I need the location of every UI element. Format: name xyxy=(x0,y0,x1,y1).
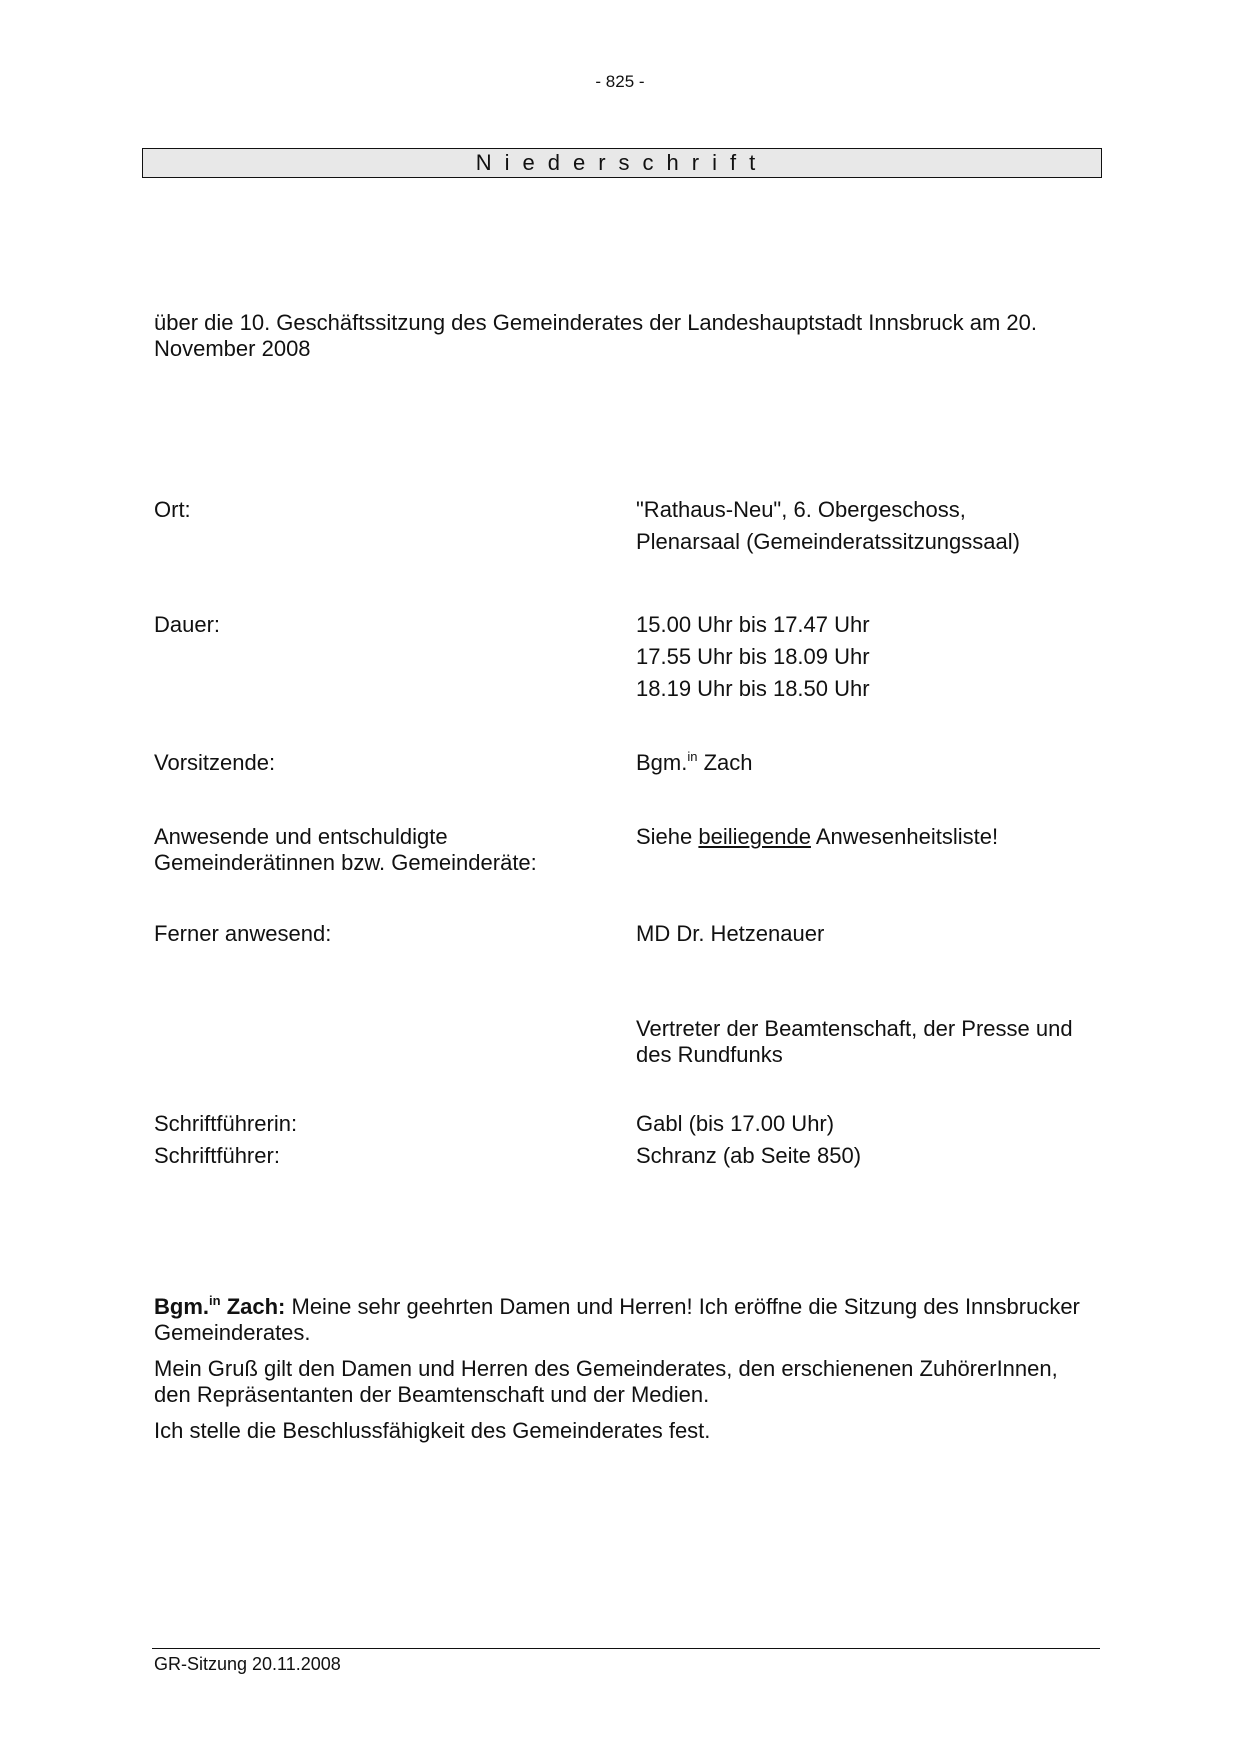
document-title: Niederschrift xyxy=(142,148,1102,178)
schriftfuehrerin-label: Schriftführerin: xyxy=(154,1111,298,1136)
anwesende-value xyxy=(636,821,1106,853)
speaker-title: Bgm. xyxy=(154,1294,209,1319)
ferner-label: Ferner anwesend: xyxy=(154,921,332,946)
anwesende-suffix: Anwesenheitsliste! xyxy=(815,824,999,849)
vorsitzende-value xyxy=(636,747,1106,779)
ferner-extra: Vertreter der Beamtenschaft, der Presse und des Rundfunks xyxy=(636,1016,1073,1067)
speech-paragraph-3: Ich stelle die Beschlussfähigkeit des Gemeinderates fest. xyxy=(154,1418,711,1443)
vorsitzende-title: Bgm. xyxy=(636,750,688,775)
schriftfuehrer-value: Schranz (ab Seite 850) xyxy=(636,1143,862,1168)
schriftfuehrer-label: Schriftführer: xyxy=(154,1143,280,1168)
footer-divider xyxy=(152,1648,1100,1649)
anwesende-prefix: Siehe xyxy=(636,824,693,849)
ort-label: Ort: xyxy=(154,497,191,522)
vorsitzende-label: Vorsitzende: xyxy=(154,750,276,775)
footer-text: GR-Sitzung 20.11.2008 xyxy=(154,1654,341,1674)
speaker-name: Zach: xyxy=(226,1294,286,1319)
speech-paragraph-1 xyxy=(154,1294,1094,1346)
speech-text-1: Meine sehr geehrten Damen und Herren! Ich eröffne die Sitzung des Innsbrucker Gemeinderates. xyxy=(154,1294,1080,1345)
vorsitzende-title-sup: in xyxy=(687,749,698,764)
schriftfuehrerin-value: Gabl (bis 17.00 Uhr) xyxy=(636,1111,835,1136)
ferner-value xyxy=(636,918,1106,950)
speaker-title-sup: in xyxy=(209,1293,221,1308)
ort-value xyxy=(636,494,1106,558)
dauer-line-2: 17.55 Uhr bis 18.09 Uhr xyxy=(636,644,870,669)
anwesende-label: Anwesende und entschuldigte Gemeinderätinnen bzw. Gemeinderäte: xyxy=(154,824,537,875)
dauer-value xyxy=(636,609,1106,705)
ferner-value-text: MD Dr. Hetzenauer xyxy=(636,921,825,946)
dauer-line-1: 15.00 Uhr bis 17.47 Uhr xyxy=(636,612,870,637)
vorsitzende-name: Zach xyxy=(703,750,753,775)
ort-line-1: "Rathaus-Neu", 6. Obergeschoss, xyxy=(636,497,966,522)
ort-line-2: Plenarsaal (Gemeinderatssitzungssaal) xyxy=(636,529,1020,554)
dauer-line-3: 18.19 Uhr bis 18.50 Uhr xyxy=(636,676,870,701)
page-number: - 825 - xyxy=(595,72,645,91)
speech-section xyxy=(154,1294,1094,1454)
anwesende-underlined: beiliegende xyxy=(698,824,811,849)
dauer-label: Dauer: xyxy=(154,612,221,637)
speech-paragraph-2: Mein Gruß gilt den Damen und Herren des Gemeinderates, den erschienenen ZuhörerInnen, den Repräsentanten der Beamtenschaft und der Medien. xyxy=(154,1356,1058,1407)
intro-text: über die 10. Geschäftssitzung des Gemeinderates der Landeshauptstadt Innsbruck am 20. November 2008 xyxy=(154,310,1037,361)
